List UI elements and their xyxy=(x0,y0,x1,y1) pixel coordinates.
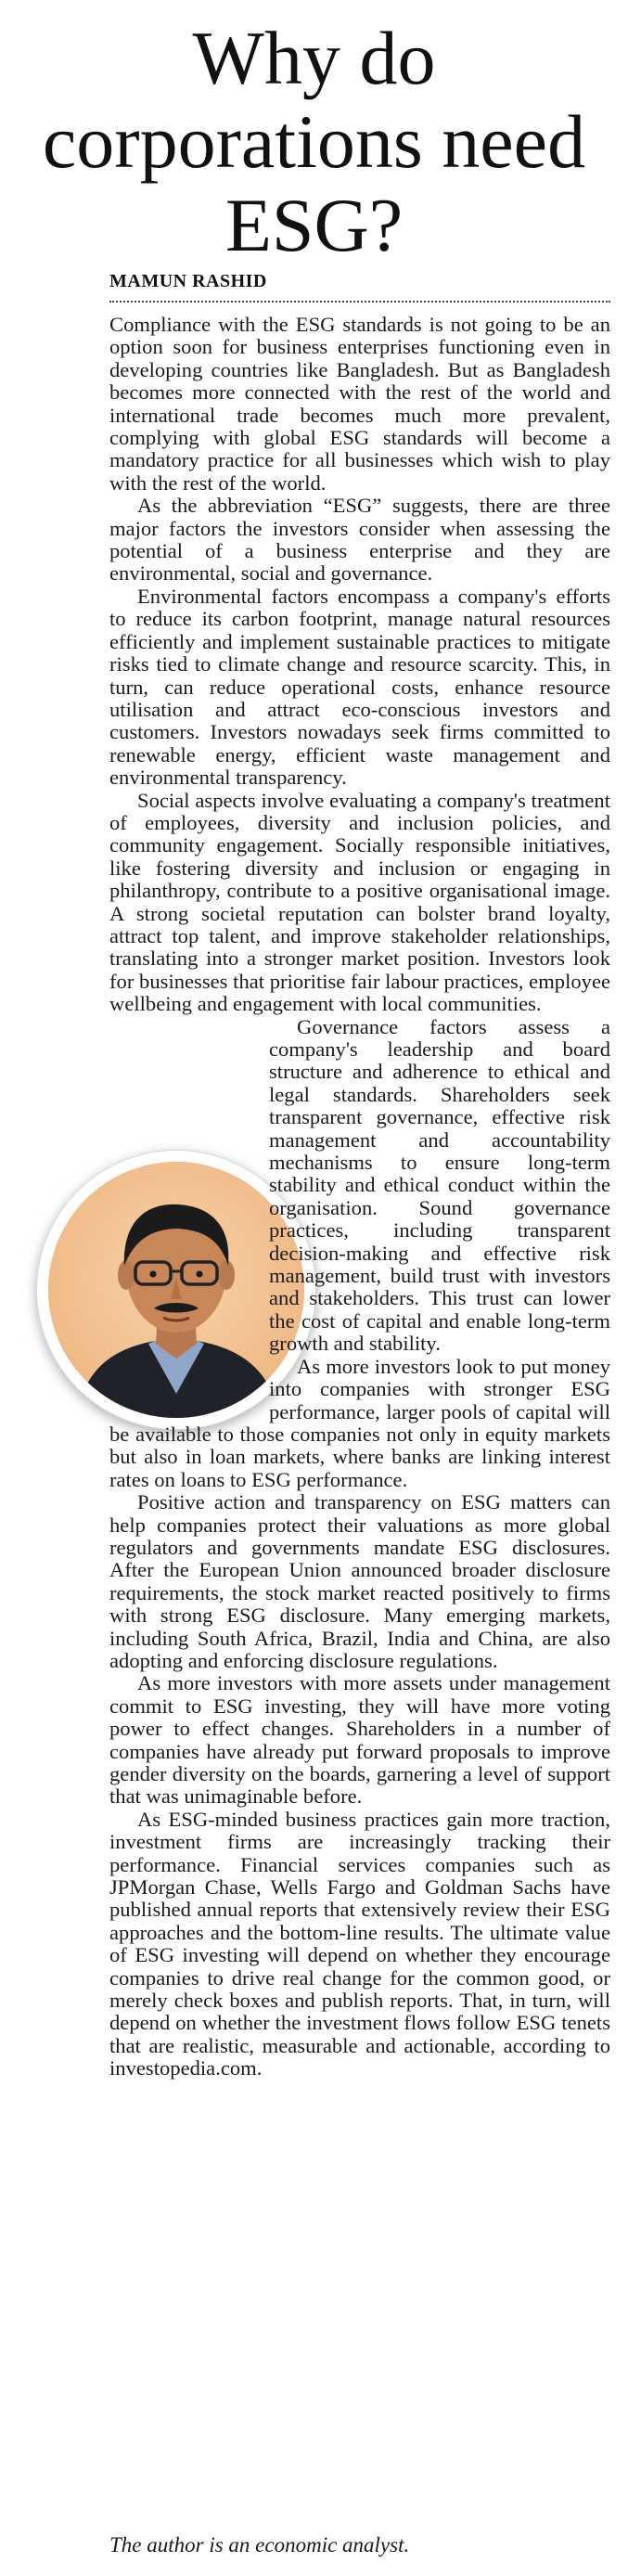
article-body xyxy=(109,314,610,2080)
paragraph: As ESG-minded business practices gain more traction, investment firms are increasingly tracking their performance. Financial services companies such as JPMorgan Chase, Wells Fargo and Goldman Sachs have published annual reports that extensively review their ESG approaches and the bottom-line results. The ultimate value of ESG investing will depend on whether they encourage companies to drive real change for the common good, or merely check boxes and publish reports. That, in turn, will depend on whether the investment flows follow ESG tenets that are realistic, measurable and actionable, according to investopedia.com. xyxy=(109,1807,610,2080)
paragraph: Governance factors assess a company's leadership and board structure and adherence to ethical and legal standards. Shareholders seek transparent governance, effective risk management and accountability mechanisms to ensure long-term stability and ethical conduct within the organisation. Sound governance practices, including transparent decision-making and effective risk management, build trust with investors and stakeholders. This trust can lower the cost of capital and enable long-term growth and stability. xyxy=(269,1014,610,1356)
byline: MAMUN RASHID xyxy=(109,271,267,291)
paragraph: Positive action and transparency on ESG matters can help companies protect their valuations as more global regulators and governments mandate ESG disclosures. After the European Union announced broader disclosure requirements, the stock market reacted positively to firms with strong ESG disclosure. Many emerging markets, including South Africa, Brazil, India and China, are also adopting and enforcing disclosure regulations. xyxy=(109,1490,610,1672)
paragraph: As more investors with more assets under management commit to ESG investing, they will have more voting power to effect changes. Shareholders in a number of companies have already put forward proposals to improve gender diversity on the boards, garnering a level of support that was unimaginable before. xyxy=(109,1671,610,1809)
paragraph: As more investors look to put money into companies with stronger ESG performance, larger pools of capital will be available to those companies not only in equity markets but also in loan markets, where banks are linking interest rates on loans to ESG performance. xyxy=(109,1354,610,1491)
photo-wrap-spacer xyxy=(0,1016,260,1415)
paragraph: Compliance with the ESG standards is not going to be an option soon for business enterprises functioning even in developing countries like Bangladesh. But as Bangladesh becomes more connected with the rest of the world and international trade becomes much more prevalent, complying with global ESG standards will become a mandatory practice for all businesses which wish to play with the rest of the world. xyxy=(109,313,610,495)
byline-divider xyxy=(109,301,610,303)
headline-text: Why do corporations need ESG? xyxy=(42,16,586,267)
paragraph: Social aspects involve evaluating a company's treatment of employees, diversity and inclusion policies, and community engagement. Socially responsible initiatives, like fostering diversity and inclusion or engaging in philanthropy, contribute to a positive organisational image. A strong societal reputation can bolster brand loyalty, attract top talent, and improve stakeholder relationships, translating into a stronger market position. Investors look for businesses that prioritise fair labour practices, employee wellbeing and engagement with local communities. xyxy=(109,788,610,1016)
paragraph: Environmental factors encompass a company's efforts to reduce its carbon footprint, manage natural resources efficiently and implement sustainable practices to mitigate risks tied to climate change and resource scarcity. This, in turn, can reduce operational costs, enhance resource utilisation and attract eco-conscious investors and customers. Investors nowadays seek firms committed to renewable energy, efficient waste management and environmental transparency. xyxy=(109,584,610,790)
headline xyxy=(0,17,628,267)
paragraph: As the abbreviation “ESG” suggests, there are three major factors the investors consider when assessing the potential of a business enterprise and they are environmental, social and governance. xyxy=(109,494,610,586)
author-note: The author is an economic analyst. xyxy=(109,2533,410,2557)
